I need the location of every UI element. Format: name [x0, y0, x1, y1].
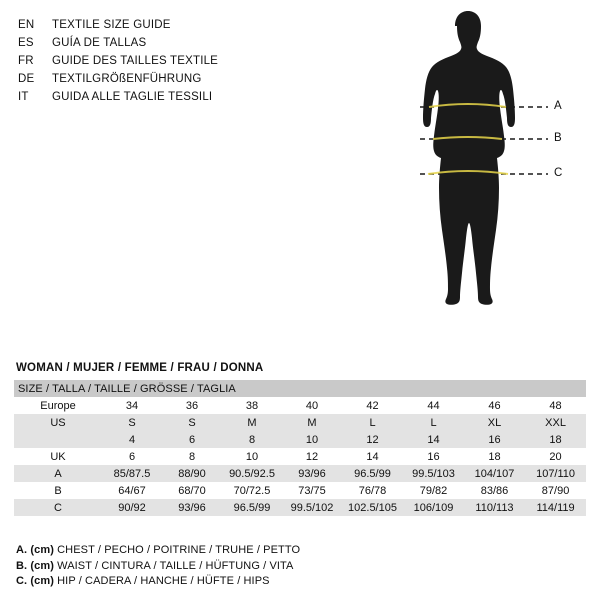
female-silhouette-figure	[358, 8, 578, 368]
table-cell: 102.5/105	[342, 499, 403, 516]
table-cell: 48	[525, 397, 586, 414]
legend-row-it	[18, 88, 318, 106]
legend-code-fr: FR	[18, 55, 34, 67]
row-label: UK	[14, 448, 102, 465]
note-key-c: C. (cm)	[16, 575, 54, 587]
table-cell: 93/96	[282, 465, 342, 482]
table-header-cell: SIZE / TALLA / TAILLE / GRÖSSE / TAGLIA	[14, 380, 586, 397]
legend-text-en: TEXTILE SIZE GUIDE	[52, 19, 171, 31]
table-cell: 10	[222, 448, 282, 465]
table-cell: S	[102, 414, 162, 431]
row-label: C	[14, 499, 102, 516]
table-cell: 87/90	[525, 482, 586, 499]
table-cell: 85/87.5	[102, 465, 162, 482]
table-cell: XL	[464, 414, 525, 431]
marker-label-b: B	[554, 132, 562, 144]
table-cell: 8	[162, 448, 222, 465]
table-row	[14, 414, 586, 431]
table-cell: 6	[162, 431, 222, 448]
table-cell: 90/92	[102, 499, 162, 516]
table-cell: 68/70	[162, 482, 222, 499]
row-label: US	[14, 414, 102, 431]
table-cell: 16	[403, 448, 464, 465]
table-cell: 16	[464, 431, 525, 448]
table-cell: 8	[222, 431, 282, 448]
table-cell: 42	[342, 397, 403, 414]
table-cell: 44	[403, 397, 464, 414]
table-cell: 88/90	[162, 465, 222, 482]
table-cell: 96.5/99	[222, 499, 282, 516]
table-cell: XXL	[525, 414, 586, 431]
table-cell: 36	[162, 397, 222, 414]
legend-code-en: EN	[18, 19, 35, 31]
table-title: WOMAN / MUJER / FEMME / FRAU / DONNA	[16, 362, 264, 374]
size-table	[14, 380, 586, 516]
row-label: B	[14, 482, 102, 499]
legend-text-de: TEXTILGRÖßENFÜHRUNG	[52, 73, 202, 85]
table-cell: 83/86	[464, 482, 525, 499]
note-text-b: WAIST / CINTURA / TAILLE / HÜFTUNG / VITA	[57, 559, 294, 572]
table-row	[14, 499, 586, 516]
note-text-c: HIP / CADERA / HANCHE / HÜFTE / HIPS	[57, 575, 270, 587]
table-cell: 107/110	[525, 465, 586, 482]
table-cell: 18	[525, 431, 586, 448]
table-cell: 70/72.5	[222, 482, 282, 499]
note-row-a	[16, 543, 588, 559]
row-label: A	[14, 465, 102, 482]
table-cell: 46	[464, 397, 525, 414]
legend-code-it: IT	[18, 91, 29, 103]
table-cell: S	[162, 414, 222, 431]
table-cell: 114/119	[525, 499, 586, 516]
table-row	[14, 397, 586, 414]
table-row	[14, 465, 586, 482]
legend-row-fr	[18, 52, 318, 70]
table-cell: 110/113	[464, 499, 525, 516]
legend-row-en	[18, 16, 318, 34]
table-cell: 99.5/102	[282, 499, 342, 516]
table-cell: 76/78	[342, 482, 403, 499]
table-cell: 20	[525, 448, 586, 465]
row-label: Europe	[14, 397, 102, 414]
table-row	[14, 431, 586, 448]
legend-code-es: ES	[18, 37, 34, 49]
legend-code-de: DE	[18, 73, 35, 85]
table-cell: 90.5/92.5	[222, 465, 282, 482]
table-cell: 14	[403, 431, 464, 448]
table-cell: 96.5/99	[342, 465, 403, 482]
table-cell: 99.5/103	[403, 465, 464, 482]
table-cell: 79/82	[403, 482, 464, 499]
note-text-a: CHEST / PECHO / POITRINE / TRUHE / PETTO	[57, 544, 301, 556]
table-cell: 12	[342, 431, 403, 448]
table-cell: 18	[464, 448, 525, 465]
legend-text-fr: GUIDE DES TAILLES TEXTILE	[52, 55, 219, 67]
note-key-b: B. (cm)	[16, 559, 54, 572]
table-cell: 73/75	[282, 482, 342, 499]
table-cell: 10	[282, 431, 342, 448]
table-cell: M	[222, 414, 282, 431]
table-row	[14, 448, 586, 465]
table-cell: 64/67	[102, 482, 162, 499]
measurement-notes	[16, 543, 588, 590]
row-label	[14, 431, 102, 448]
table-cell: M	[282, 414, 342, 431]
legend-row-de	[18, 70, 318, 88]
table-cell: L	[342, 414, 403, 431]
silhouette-icon	[358, 8, 578, 368]
table-cell: 4	[102, 431, 162, 448]
table-cell: 38	[222, 397, 282, 414]
size-table-section	[14, 362, 586, 516]
table-row	[14, 482, 586, 499]
note-row-b	[16, 559, 588, 575]
table-cell: 34	[102, 397, 162, 414]
table-cell: 106/109	[403, 499, 464, 516]
table-cell: 93/96	[162, 499, 222, 516]
table-cell: 14	[342, 448, 403, 465]
table-header-row	[14, 380, 586, 397]
language-legend	[18, 16, 318, 106]
legend-text-es: GUÍA DE TALLAS	[52, 37, 147, 49]
legend-text-it: GUIDA ALLE TAGLIE TESSILI	[52, 91, 213, 103]
table-cell: 104/107	[464, 465, 525, 482]
table-cell: L	[403, 414, 464, 431]
table-cell: 40	[282, 397, 342, 414]
table-cell: 12	[282, 448, 342, 465]
table-cell: 6	[102, 448, 162, 465]
marker-label-c: C	[554, 167, 563, 179]
marker-label-a: A	[554, 100, 562, 112]
legend-row-es	[18, 34, 318, 52]
note-row-c	[16, 574, 588, 590]
note-key-a: A. (cm)	[16, 544, 54, 556]
